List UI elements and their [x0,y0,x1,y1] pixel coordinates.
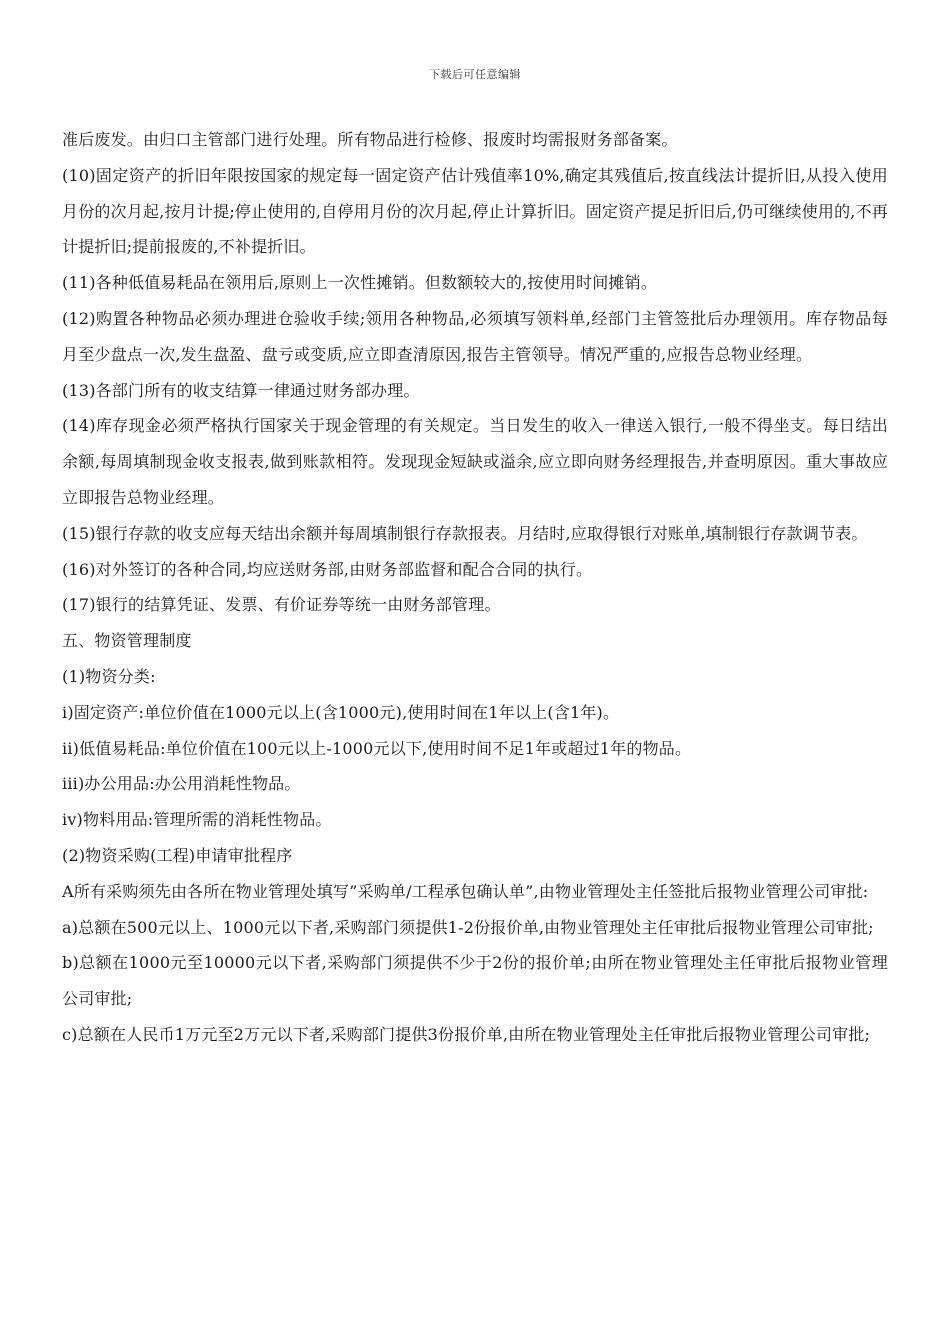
paragraph-procurement-a: A所有采购须先由各所在物业管理处填写”采购单/工程承包确认单”,由物业管理处主任签批后报物业管理公司审批: [62,881,869,901]
document-body [62,122,888,1053]
paragraph-material-supplies: iv)物料用品:管理所需的消耗性物品。 [62,810,332,830]
paragraph-procurement-procedure: (2)物资采购(工程)申请审批程序 [62,845,293,865]
paragraph-item-16: (16)对外签订的各种合同,均应送财务部,由财务部监督和配合合同的执行。 [62,559,593,579]
paragraph-item-11: (11)各种低值易耗品在领用后,原则上一次性摊销。但数额较大的,按使用时间摊销。 [62,273,658,293]
paragraph-fixed-assets: i)固定资产:单位价值在1000元以上(含1000元),使用时间在1年以上(含1年)。 [62,702,620,722]
paragraph-office-supplies: iii)办公用品:办公用消耗性物品。 [62,774,301,794]
paragraph-item-15: (15)银行存款的收支应每天结出余额并每周填制银行存款报表。月结时,应取得银行对账单,填制银行存款调节表。 [62,523,868,543]
paragraph-item-17: (17)银行的结算凭证、发票、有价证券等统一由财务部管理。 [62,595,501,615]
paragraph-item-12: (12)购置各种物品必须办理进仓验收手续;领用各种物品,必须填写领料单,经部门主管签批后办理领用。库存物品每月至少盘点一次,发生盘盈、盘亏或变质,应立即查清原因,报告主管领导。情况严重的,应报告总物业经理。 [62,308,888,364]
paragraph-classification: (1)物资分类: [62,666,156,686]
paragraph-procurement-a-b: b)总额在1000元至10000元以下者,采购部门须提供不少于2份的报价单;由所在物业管理处主任审批后报物业管理公司审批; [62,953,888,1009]
paragraph-procurement-a-c: c)总额在人民币1万元至2万元以下者,采购部门提供3份报价单,由所在物业管理处主任审批后报物业管理公司审批; [62,1024,871,1044]
paragraph-item-14: (14)库存现金必须严格执行国家关于现金管理的有关规定。当日发生的收入一律送入银行,一般不得坐支。每日结出余额,每周填制现金收支报表,做到账款相符。发现现金短缺或溢余,应立即向财务经理报告,并查明原因。重大事故应立即报告总物业经理。 [62,416,888,507]
paragraph-disposal: 准后废发。由归口主管部门进行处理。所有物品进行检修、报废时均需报财务部备案。 [62,130,678,149]
paragraph-item-10: (10)固定资产的折旧年限按国家的规定每一固定资产估计残值率10%,确定其残值后,按直线法计提折旧,从投入使用月份的次月起,按月计提;停止使用的,自停用月份的次月起,停止计算折旧。固定资产提足折旧后,仍可继续使用的,不再计提折旧;提前报废的,不补提折旧。 [62,165,888,257]
page-header-note: 下载后可任意编辑 [429,68,521,81]
paragraph-procurement-a-a: a)总额在500元以上、1000元以下者,采购部门须提供1-2份报价单,由物业管理处主任审批后报物业管理公司审批; [62,917,874,937]
paragraph-low-value-items: ii)低值易耗品:单位价值在100元以上-1000元以下,使用时间不足1年或超过1年的物品。 [62,738,692,758]
section-heading-materials: 五、物资管理制度 [62,631,192,651]
paragraph-item-13: (13)各部门所有的收支结算一律通过财务部办理。 [62,380,420,400]
